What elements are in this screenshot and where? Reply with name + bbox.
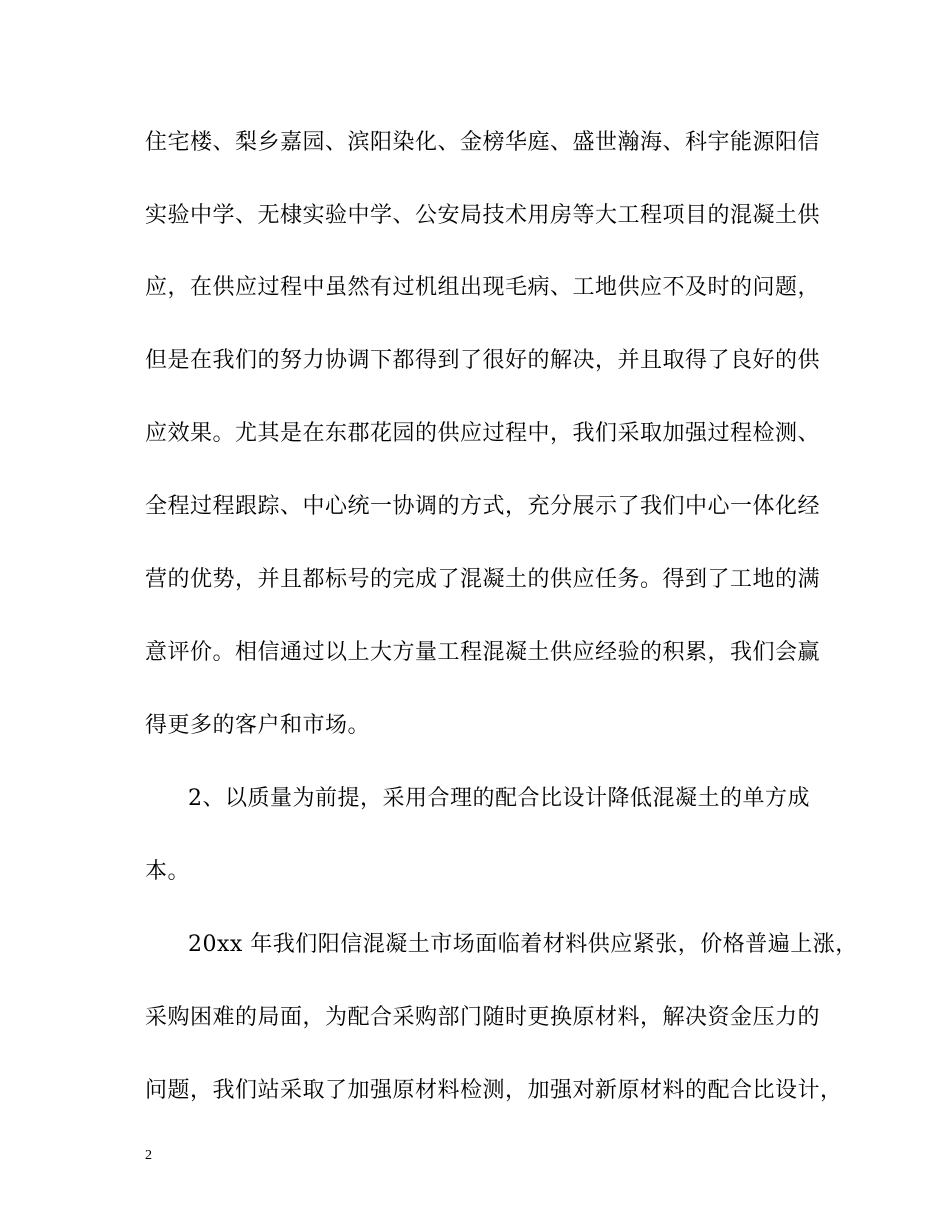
paragraph-line: 应效果。尤其是在东郡花园的供应过程中，我们采取加强过程检测、 <box>145 421 821 446</box>
paragraph-line: 20xx 年我们阳信混凝土市场面临着材料供应紧张，价格普遍上涨， <box>188 932 858 957</box>
paragraph-line: 应，在供应过程中虽然有过机组出现毛病、工地供应不及时的问题， <box>145 275 821 300</box>
paragraph-line: 营的优势，并且都标号的完成了混凝土的供应任务。得到了工地的满 <box>145 567 821 592</box>
section-heading-line: 本。 <box>145 859 191 884</box>
paragraph-line: 意评价。相信通过以上大方量工程混凝土供应经验的积累，我们会赢 <box>145 640 821 665</box>
paragraph-line: 采购困难的局面，为配合采购部门随时更换原材料，解决资金压力的 <box>145 1005 821 1030</box>
paragraph-line: 问题，我们站采取了加强原材料检测，加强对新原材料的配合比设计， <box>145 1078 843 1103</box>
section-heading-line: 2、以质量为前提，采用合理的配合比设计降低混凝土的单方成 <box>188 786 810 811</box>
paragraph-line: 全程过程跟踪、中心统一协调的方式，充分展示了我们中心一体化经 <box>145 494 821 519</box>
paragraph-line: 住宅楼、梨乡嘉园、滨阳染化、金榜华庭、盛世瀚海、科宇能源阳信 <box>145 130 821 155</box>
paragraph-line: 得更多的客户和市场。 <box>145 713 371 738</box>
paragraph-line: 实验中学、无棣实验中学、公安局技术用房等大工程项目的混凝土供 <box>145 203 821 228</box>
page-number: 2 <box>145 1148 152 1163</box>
paragraph-line: 但是在我们的努力协调下都得到了很好的解决，并且取得了良好的供 <box>145 348 821 373</box>
